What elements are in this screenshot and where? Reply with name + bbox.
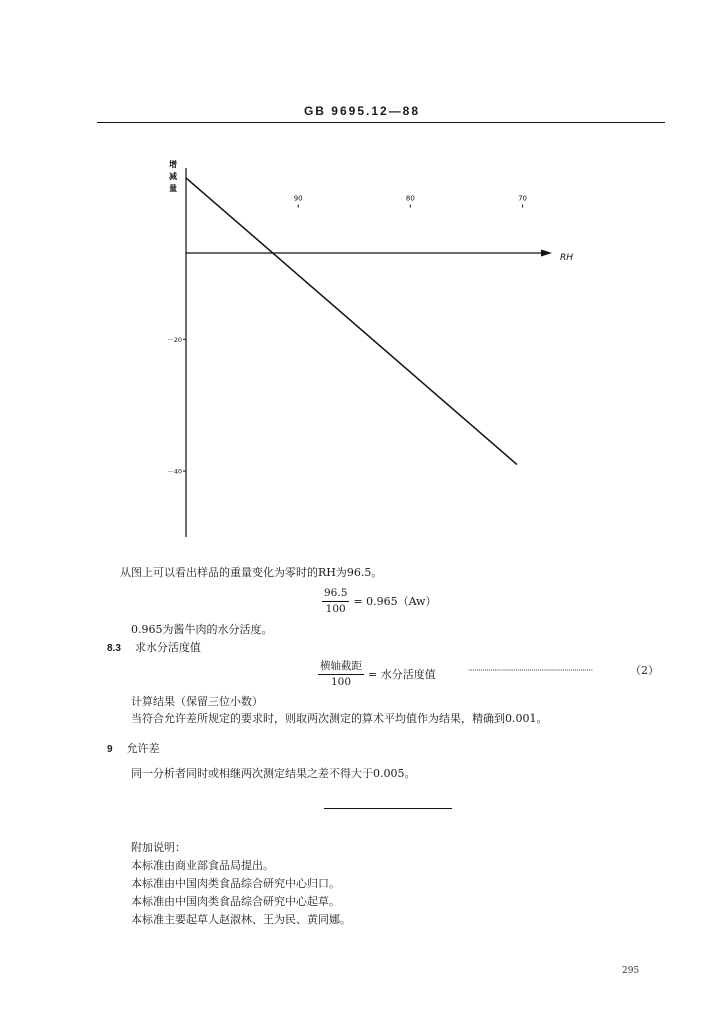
y-tick-label: －40 [167, 467, 182, 476]
y-axis-label-char: 量 [169, 184, 177, 193]
y-tick-label: －20 [167, 335, 182, 344]
x-axis-arrow [541, 250, 552, 257]
chart-series [186, 178, 517, 465]
formula-2-numerator: 横轴截距 [318, 660, 364, 675]
y-axis-label [169, 159, 177, 193]
section-8-3-title: 求水分活度值 [134, 641, 201, 654]
x-ticks [294, 195, 527, 208]
formula-2-rhs: = 水分活度值 [368, 667, 436, 681]
chart-conclusion: 从图上可以看出样品的重量变化为零时的RH为96.5。 [120, 566, 383, 579]
section-8-3-heading [107, 641, 201, 655]
y-axis-label-char: 减 [169, 172, 177, 181]
series-line [186, 178, 517, 465]
water-activity-result: 0.965为酱牛肉的水分活度。 [131, 623, 273, 636]
page-number: 295 [622, 966, 640, 976]
formula-aw [322, 587, 436, 616]
notes-heading: 附加说明： [131, 841, 186, 854]
averaging-rule: 当符合允许差所规定的要求时，则取两次测定的算术平均值作为结果，精确到0.001。 [131, 712, 548, 725]
section-9-number: 9 [107, 743, 113, 755]
x-axis-label: RH [560, 253, 574, 263]
formula-2-denominator: 100 [330, 676, 352, 688]
tolerance-statement: 同一分析者同时或相继两次测定结果之差不得大于0.005。 [131, 767, 416, 780]
note-line: 本标准由中国肉类食品综合研究中心起草。 [131, 895, 340, 908]
note-line: 本标准由中国肉类食品综合研究中心归口。 [131, 877, 340, 890]
equation-number: （2） [630, 664, 659, 677]
formula-aw-numerator: 96.5 [322, 587, 349, 602]
note-line: 本标准由商业部食品局提出。 [131, 859, 274, 872]
y-axis-label-char: 增 [169, 160, 177, 169]
end-rule [324, 808, 452, 809]
x-tick-label: 70 [518, 194, 528, 203]
x-tick-label: 80 [405, 194, 415, 203]
calculation-result-label: 计算结果（保留三位小数） [131, 695, 263, 708]
x-tick-label: 90 [293, 194, 303, 203]
section-8-3-number: 8.3 [107, 642, 121, 654]
section-9-heading [107, 742, 160, 756]
formula-2-leader-dots: ····························································· [468, 666, 593, 675]
y-ticks [167, 336, 186, 476]
formula-aw-denominator: 100 [325, 603, 346, 615]
section-9-title: 允许差 [126, 742, 160, 755]
formula-aw-fraction [322, 587, 349, 616]
standard-code-header: GB 9695.12—88 [303, 104, 421, 118]
header-rule [97, 122, 665, 123]
rh-weight-change-chart [150, 150, 590, 550]
formula-2-fraction [318, 660, 364, 689]
formula-aw-result: = 0.965（Aw） [353, 594, 437, 608]
note-line: 本标准主要起草人赵淑林、王为民、黄同娜。 [131, 913, 351, 926]
formula-2 [318, 660, 436, 689]
